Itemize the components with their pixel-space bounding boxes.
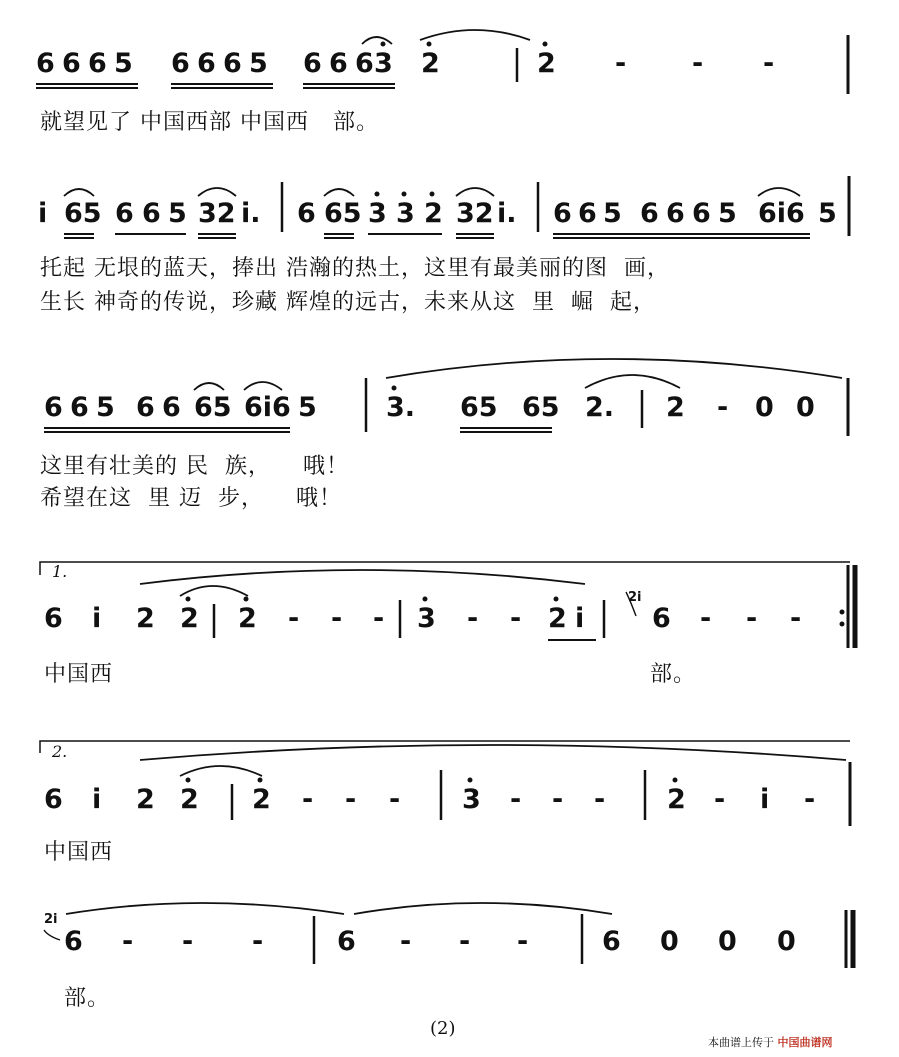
note: 0 [777,926,796,957]
note: 6 [329,48,348,79]
lyric-line: 就望见了 中国西部 中国西 部。 [40,110,379,135]
note: 6 [297,198,316,229]
volta-label: 2. [52,742,68,761]
note: 2 [238,603,257,634]
note: 0 [796,392,815,423]
note: 3. [386,392,416,423]
dash: - [700,603,712,634]
note: 6 [44,392,63,423]
tie [66,903,344,914]
dash: - [182,926,194,957]
note: 6i6 [758,198,805,229]
lyric-line: 中国西 [44,840,114,865]
dash: - [714,784,726,815]
note: 3 [462,784,481,815]
note: i [38,198,48,229]
note: 6 [88,48,107,79]
note: 5 [298,392,317,423]
note: 6 [136,392,155,423]
dash: - [373,603,385,634]
note: 3 [396,198,415,229]
slur [64,189,94,196]
dash: - [288,603,300,634]
slur [140,745,846,760]
note: 3 [374,48,393,79]
note: 6 [578,198,597,229]
lyric-line: 中国西 [44,662,114,687]
dash: - [692,48,704,79]
note: 6 [162,392,181,423]
notes-row-2 [0,198,899,238]
note: 2 [548,603,567,634]
note: 2. [585,392,615,423]
dash: - [510,603,522,634]
notes-row-1 [0,48,899,88]
dash: - [331,603,343,634]
note: 5 [168,198,187,229]
note: 65 [522,392,560,423]
slur [198,188,236,196]
note: 6 [652,603,671,634]
note: 6 [337,926,356,957]
note: 6 [197,48,216,79]
note: 0 [660,926,679,957]
note: 6 [602,926,621,957]
dash: - [400,926,412,957]
note: 65 [194,392,232,423]
note: i [92,603,102,634]
note: 2 [180,784,199,815]
notes-row-5 [0,784,899,824]
note: 2 [136,603,155,634]
volta-bracket [40,562,850,575]
note: 0 [755,392,774,423]
dash: - [717,392,729,423]
dash: - [389,784,401,815]
note: 6 [70,392,89,423]
dash: - [615,48,627,79]
note: 6 [115,198,134,229]
note: 5 [114,48,133,79]
note: 6 [666,198,685,229]
note: i [92,784,102,815]
note: 6 [64,926,83,957]
dash: - [510,784,522,815]
grace-notes: 2i [44,912,58,927]
note: 32 [456,198,494,229]
note: 6 [44,603,63,634]
note: 3 [368,198,387,229]
note: i. [241,198,261,229]
note: 5 [818,198,837,229]
lyric-line: 部。 [64,986,111,1011]
tie [180,586,248,596]
tie [354,903,612,914]
note: 65 [460,392,498,423]
dash: - [790,603,802,634]
dash: - [517,926,529,957]
volta-label: 1. [52,562,68,581]
dash: - [302,784,314,815]
note: 2 [421,48,440,79]
lyric-line: 托起 无垠的蓝天，捧出 浩瀚的热土，这里有最美丽的图 画， [40,256,670,281]
lyric-line: 部。 [650,662,697,687]
note: 65 [64,198,102,229]
note: 2 [537,48,556,79]
tie [420,30,530,40]
dash: - [252,926,264,957]
note: 2 [667,784,686,815]
note: 6 [303,48,322,79]
lyric-line: 希望在这 里 迈 步， 哦！ [40,486,342,511]
note: 32 [198,198,236,229]
note: 6 [36,48,55,79]
note: 2 [136,784,155,815]
note: 2 [180,603,199,634]
notes-row-4 [0,603,899,643]
lyric-line: 生长 神奇的传说，珍藏 辉煌的远古，未来从这 里 崛 起， [40,290,656,315]
slur [324,189,354,196]
dash: - [122,926,134,957]
note: 6 [44,784,63,815]
tie [180,766,262,776]
dash: - [746,603,758,634]
dash: - [594,784,606,815]
lyric-line: 这里有壮美的 民 族， 哦！ [40,454,349,479]
dash: - [345,784,357,815]
dash: - [763,48,775,79]
note: 5 [603,198,622,229]
note: 6i6 [244,392,291,423]
page-number: (2) [430,1018,456,1039]
footer-prefix: 本曲谱上传于 [708,1036,774,1049]
note: i [760,784,770,815]
volta-bracket [40,741,850,753]
notes-row-3 [0,392,899,432]
slur [244,382,282,390]
dash: - [552,784,564,815]
note: i [575,603,585,634]
slur [456,188,494,196]
note: 5 [718,198,737,229]
notes-row-6 [0,926,899,966]
note: 2 [424,198,443,229]
note: 5 [96,392,115,423]
note: 6 [223,48,242,79]
slur [758,188,800,196]
site-logo-text[interactable]: 中国曲谱网 [777,1036,833,1049]
note: 6 [553,198,572,229]
note: 6 [355,48,374,79]
tie [585,375,680,388]
note: 6 [142,198,161,229]
note: 6 [62,48,81,79]
dash: - [804,784,816,815]
note: 3 [417,603,436,634]
note: 2 [252,784,271,815]
grace-notes: 2i [628,590,642,605]
note: i. [497,198,517,229]
dash: - [459,926,471,957]
note: 6 [640,198,659,229]
note: 65 [324,198,362,229]
note: 0 [718,926,737,957]
footer-credit [708,1034,833,1050]
slur [386,359,842,378]
dash: - [467,603,479,634]
slur [194,383,224,390]
note: 6 [171,48,190,79]
slur [362,37,392,44]
note: 6 [692,198,711,229]
note: 2 [666,392,685,423]
slur [140,570,585,584]
note: 5 [249,48,268,79]
